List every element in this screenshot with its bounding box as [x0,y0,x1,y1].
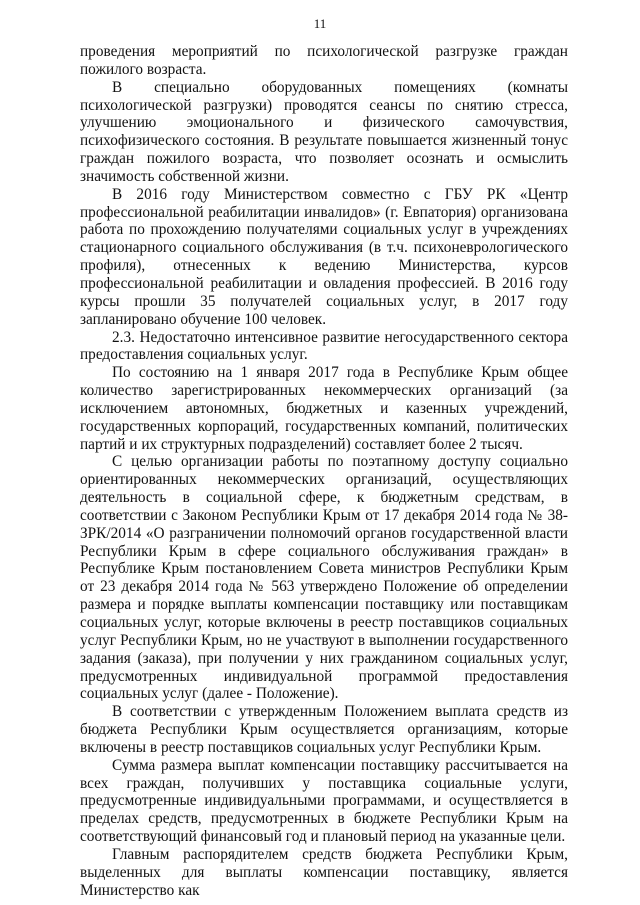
paragraph-nonprofit-count: По состоянию на 1 января 2017 года в Республике Крым общее количество зарегистрированных некоммерческих организаций (за исключением автономных, бюджетных и казенных учреждений, государственных корпораций, государственных компаний, политических партий и их структурных подразделений) составляет более 2 тысяч. [80,364,568,453]
paragraph-psychological-relief-rooms: В специально оборудованных помещениях (комнаты психологической разгрузки) проводятся сеансы по снятию стресса, улучшению эмоционального и физического самочувствия, психофизического состояния. В результате повышается жизненный тонус граждан пожилого возраста, что позволяет осознать и осмыслить значимость собственной жизни. [80,78,568,185]
paragraph-rehabilitation-center-2016: В 2016 году Министерством совместно с ГБУ РК «Центр профессиональной реабилитации инвалидов» (г. Евпатория) организована работа по прохождению получателями социальных услуг в учреждениях стационарного социального обслуживания (в т.ч. психоневрологического профиля), отнесенных к ведению Министерства, курсов профессиональной реабилитации и овладения профессией. В 2016 году курсы прошли 35 получателей социальных услуг, в 2017 году запланировано обучение 100 человек. [80,185,568,328]
page-number: 11 [313,16,327,31]
document-body [80,43,568,900]
paragraph-continuation: проведения мероприятий по психологической разгрузке граждан пожилого возраста. [80,43,568,78]
paragraph-budget-access: С целью организации работы по поэтапному доступу социально ориентированных некоммерческих организаций, осуществляющих деятельность в социальной сфере, к бюджетным средствам, в соответствии с Законом Республики Крым от 17 декабря 2014 года № 38-ЗРК/2014 «О разграничении полномочий органов государственной власти Республики Крым в сфере социального обслуживания граждан» в Республике Крым постановлением Совета министров Республики Крым от 23 декабря 2014 года № 563 утверждено Положение об определении размера и порядке выплаты компенсации поставщику или поставщикам социальных услуг, которые включены в реестр поставщиков социальных услуг Республики Крым, но не участвуют в выполнении государственного задания (заказа), при получении у них гражданином социальных услуг, предусмотренных индивидуальной программой предоставления социальных услуг (далее - Положение). [80,453,568,703]
paragraph-chief-administrator: Главным распорядителем средств бюджета Республики Крым, выделенных для выплаты компенсации поставщику, является Министерство как [80,845,568,899]
paragraph-payment-regulation: В соответствии с утвержденным Положением выплата средств из бюджета Республики Крым осуществляется организациям, которые включены в реестр поставщиков социальных услуг Республики Крым. [80,703,568,756]
paragraph-compensation-amount: Сумма размера выплат компенсации поставщику рассчитывается на всех граждан, получивших у поставщика социальные услуги, предусмотренные индивидуальными программами, и осуществляется в пределах средств, предусмотренных в бюджете Республики Крым на соответствующий финансовый год и плановый период на указанные цели. [80,756,568,846]
section-heading-2-3: 2.3. Недостаточно интенсивное развитие негосударственного сектора предоставления социальных услуг. [80,328,568,364]
